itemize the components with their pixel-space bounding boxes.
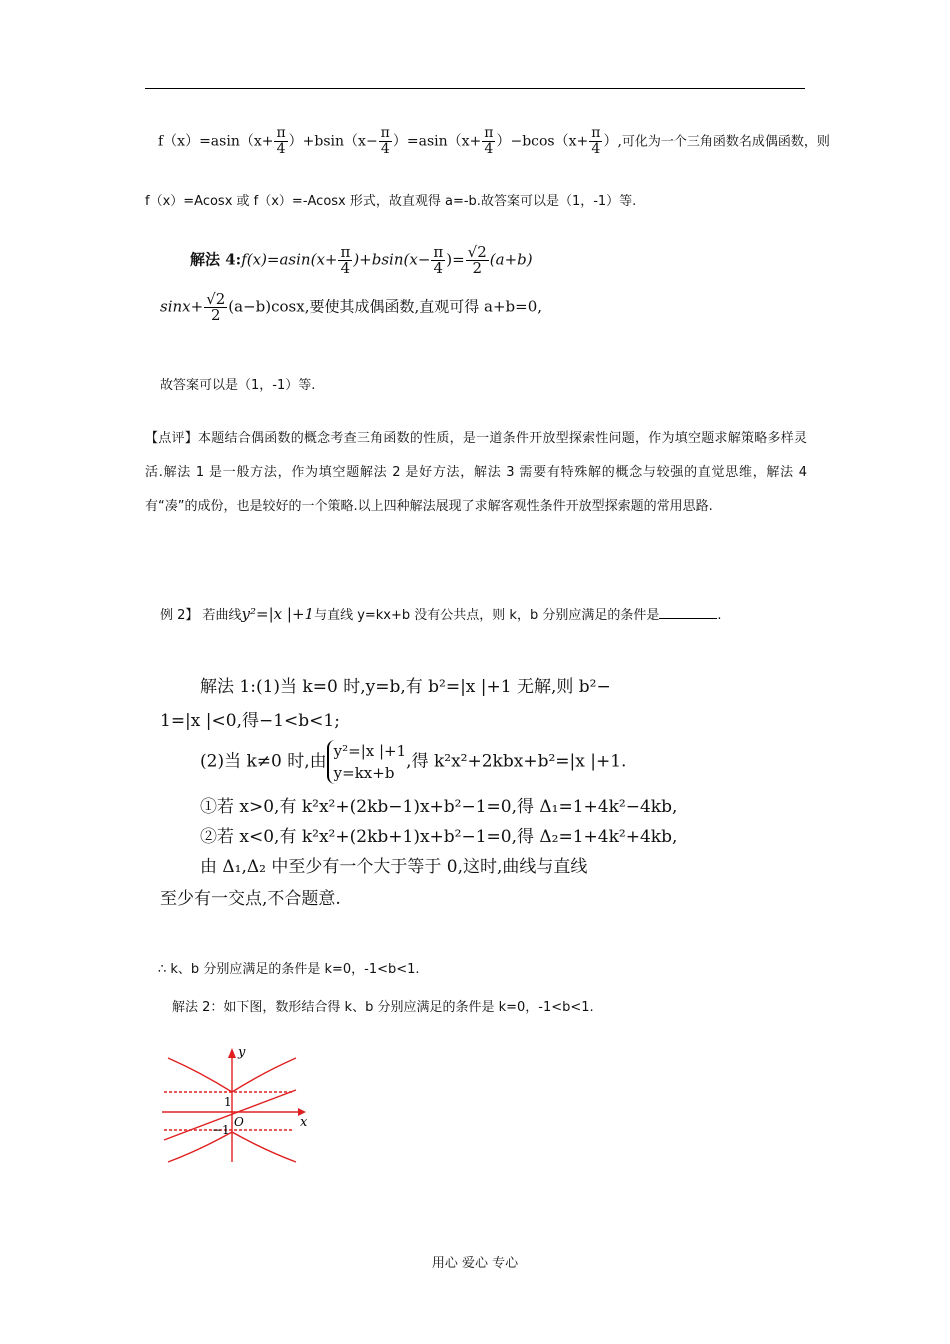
fraction-pi-4 [589,126,602,157]
formula-mid3: ）−bcos（x+ [496,133,589,150]
label-neg-one: −1 [212,1123,230,1137]
frac-num: π [433,243,444,261]
formula-prefix: f（x）=asin（x+ [158,133,274,150]
method2-text: 解法 2：如下图，数形结合得 k、b 分别应满足的条件是 k=0，-1<b<1. [172,1000,594,1015]
y-label: y [238,1045,246,1060]
sol1-l3a: (2)当 k≠0 时,由 [200,751,327,772]
label-one: 1 [224,1095,232,1109]
method4-part3: )= [446,250,465,269]
y-axis-arrow-icon [228,1048,236,1058]
example2-middle: 与直线 y=kx+b 没有公共点，则 k，b 分别应满足的条件是 [314,608,660,623]
sol1-l3b: ,得 k²x²+2kbx+b²=|x |+1. [406,751,627,772]
sol1-line-2: 1=|x |<0,得−1<b<1; [160,711,340,731]
method4-part2: )+bsin(x− [353,250,431,269]
frac-num: π [340,243,351,261]
example2-end: . [717,608,722,623]
method4-part1: f(x)=asin(x+ [241,250,338,269]
conclusion-text: ∴ k、b 分别应满足的条件是 k=0，-1<b<1. [158,962,420,977]
sol1-line-1: 解法 1:(1)当 k=0 时,y=b,有 b²=|x |+1 无解,则 b²− [200,677,611,697]
comment-paragraph: 【点评】本题结合偶函数的概念考查三角函数的性质，是一道条件开放型探索性问题，作为填空题求解策略多样灵活.解法 1 是一般方法，作为填空题解法 2 是好方法，解法 3 需要有特殊解的概念与较强的直觉思维，解法 4 有“凑”的成份，也是较好的一个策略.以上四种解法展现了求解客观性条件开放型探索题的常用思路. [145,431,807,514]
frac-num: √2 [206,290,226,308]
frac-den: 4 [591,141,601,157]
method4-label: 解法 4: [190,250,242,269]
example2-prefix: 例 2】 若曲线 [160,608,242,623]
fraction-sqrt2-2 [466,245,489,276]
system-eq-1: y²=|x |+1 [333,742,407,760]
example2-line [160,604,721,623]
example2-curve: y²=|x |+1 [241,605,315,623]
sol1-line-6: 由 Δ₁,Δ₂ 中至少有一个大于等于 0,这时,曲线与直线 [200,857,588,877]
method4-line-2 [160,292,542,323]
x-label: x [300,1115,308,1130]
label-origin: O [234,1115,244,1129]
method4-part6: (a−b)cosx,要使其成偶函数,直观可得 a+b=0, [228,297,543,316]
answer-text: 故答案可以是（1，-1）等. [160,378,316,393]
frac-den: 4 [380,141,390,157]
formula-line-1 [158,126,830,157]
fraction-pi-4 [379,126,392,157]
formula-mid1: ）+bsin（x− [288,133,378,150]
fraction-pi-4 [482,126,495,157]
frac-den: 2 [210,306,221,324]
frac-den: 4 [340,259,351,277]
frac-den: 2 [472,259,482,277]
frac-num: π [380,125,390,141]
frac-num: π [591,125,601,141]
formula-mid2: ）=asin（x+ [392,133,482,150]
method4-line-1 [190,245,533,276]
frac-den: 4 [433,259,444,277]
formula-tail: ）, [603,133,622,150]
page-footer: 用心 爱心 专心 [431,1256,519,1271]
graph-figure [160,1040,320,1170]
frac-den: 4 [484,141,494,157]
method4-part4: (a+b) [489,250,533,269]
sol1-line-7: 至少有一交点,不合题意. [160,889,341,909]
frac-num: √2 [467,243,487,261]
sol1-line-5: ②若 x<0,有 k²x²+(2kb+1)x+b²−1=0,得 Δ₂=1+4k²+4kb, [200,827,678,847]
fraction-sqrt2-2 [204,292,227,323]
equation-system [327,740,407,784]
system-eq-2: y=kx+b [333,764,395,782]
frac-num: π [276,125,286,141]
fraction-pi-4 [431,245,445,276]
method4-part5: sinx+ [160,297,204,316]
frac-den: 4 [276,141,286,157]
fraction-pi-4 [338,245,352,276]
header-rule [145,88,805,89]
answer-blank [659,606,717,619]
sol1-line-3 [200,740,626,784]
fraction-pi-4 [274,126,287,157]
formula-suffix: 可化为一个三角函数名成偶函数，则 [621,134,830,150]
sol1-line-4: ①若 x>0,有 k²x²+(2kb−1)x+b²−1=0,得 Δ₁=1+4k²−4kb, [200,797,678,817]
frac-num: π [484,125,494,141]
text-line-2: f（x）=Acosx 或 f（x）=-Acosx 形式，故直观得 a=-b.故答案可以是（1，-1）等. [145,194,637,209]
